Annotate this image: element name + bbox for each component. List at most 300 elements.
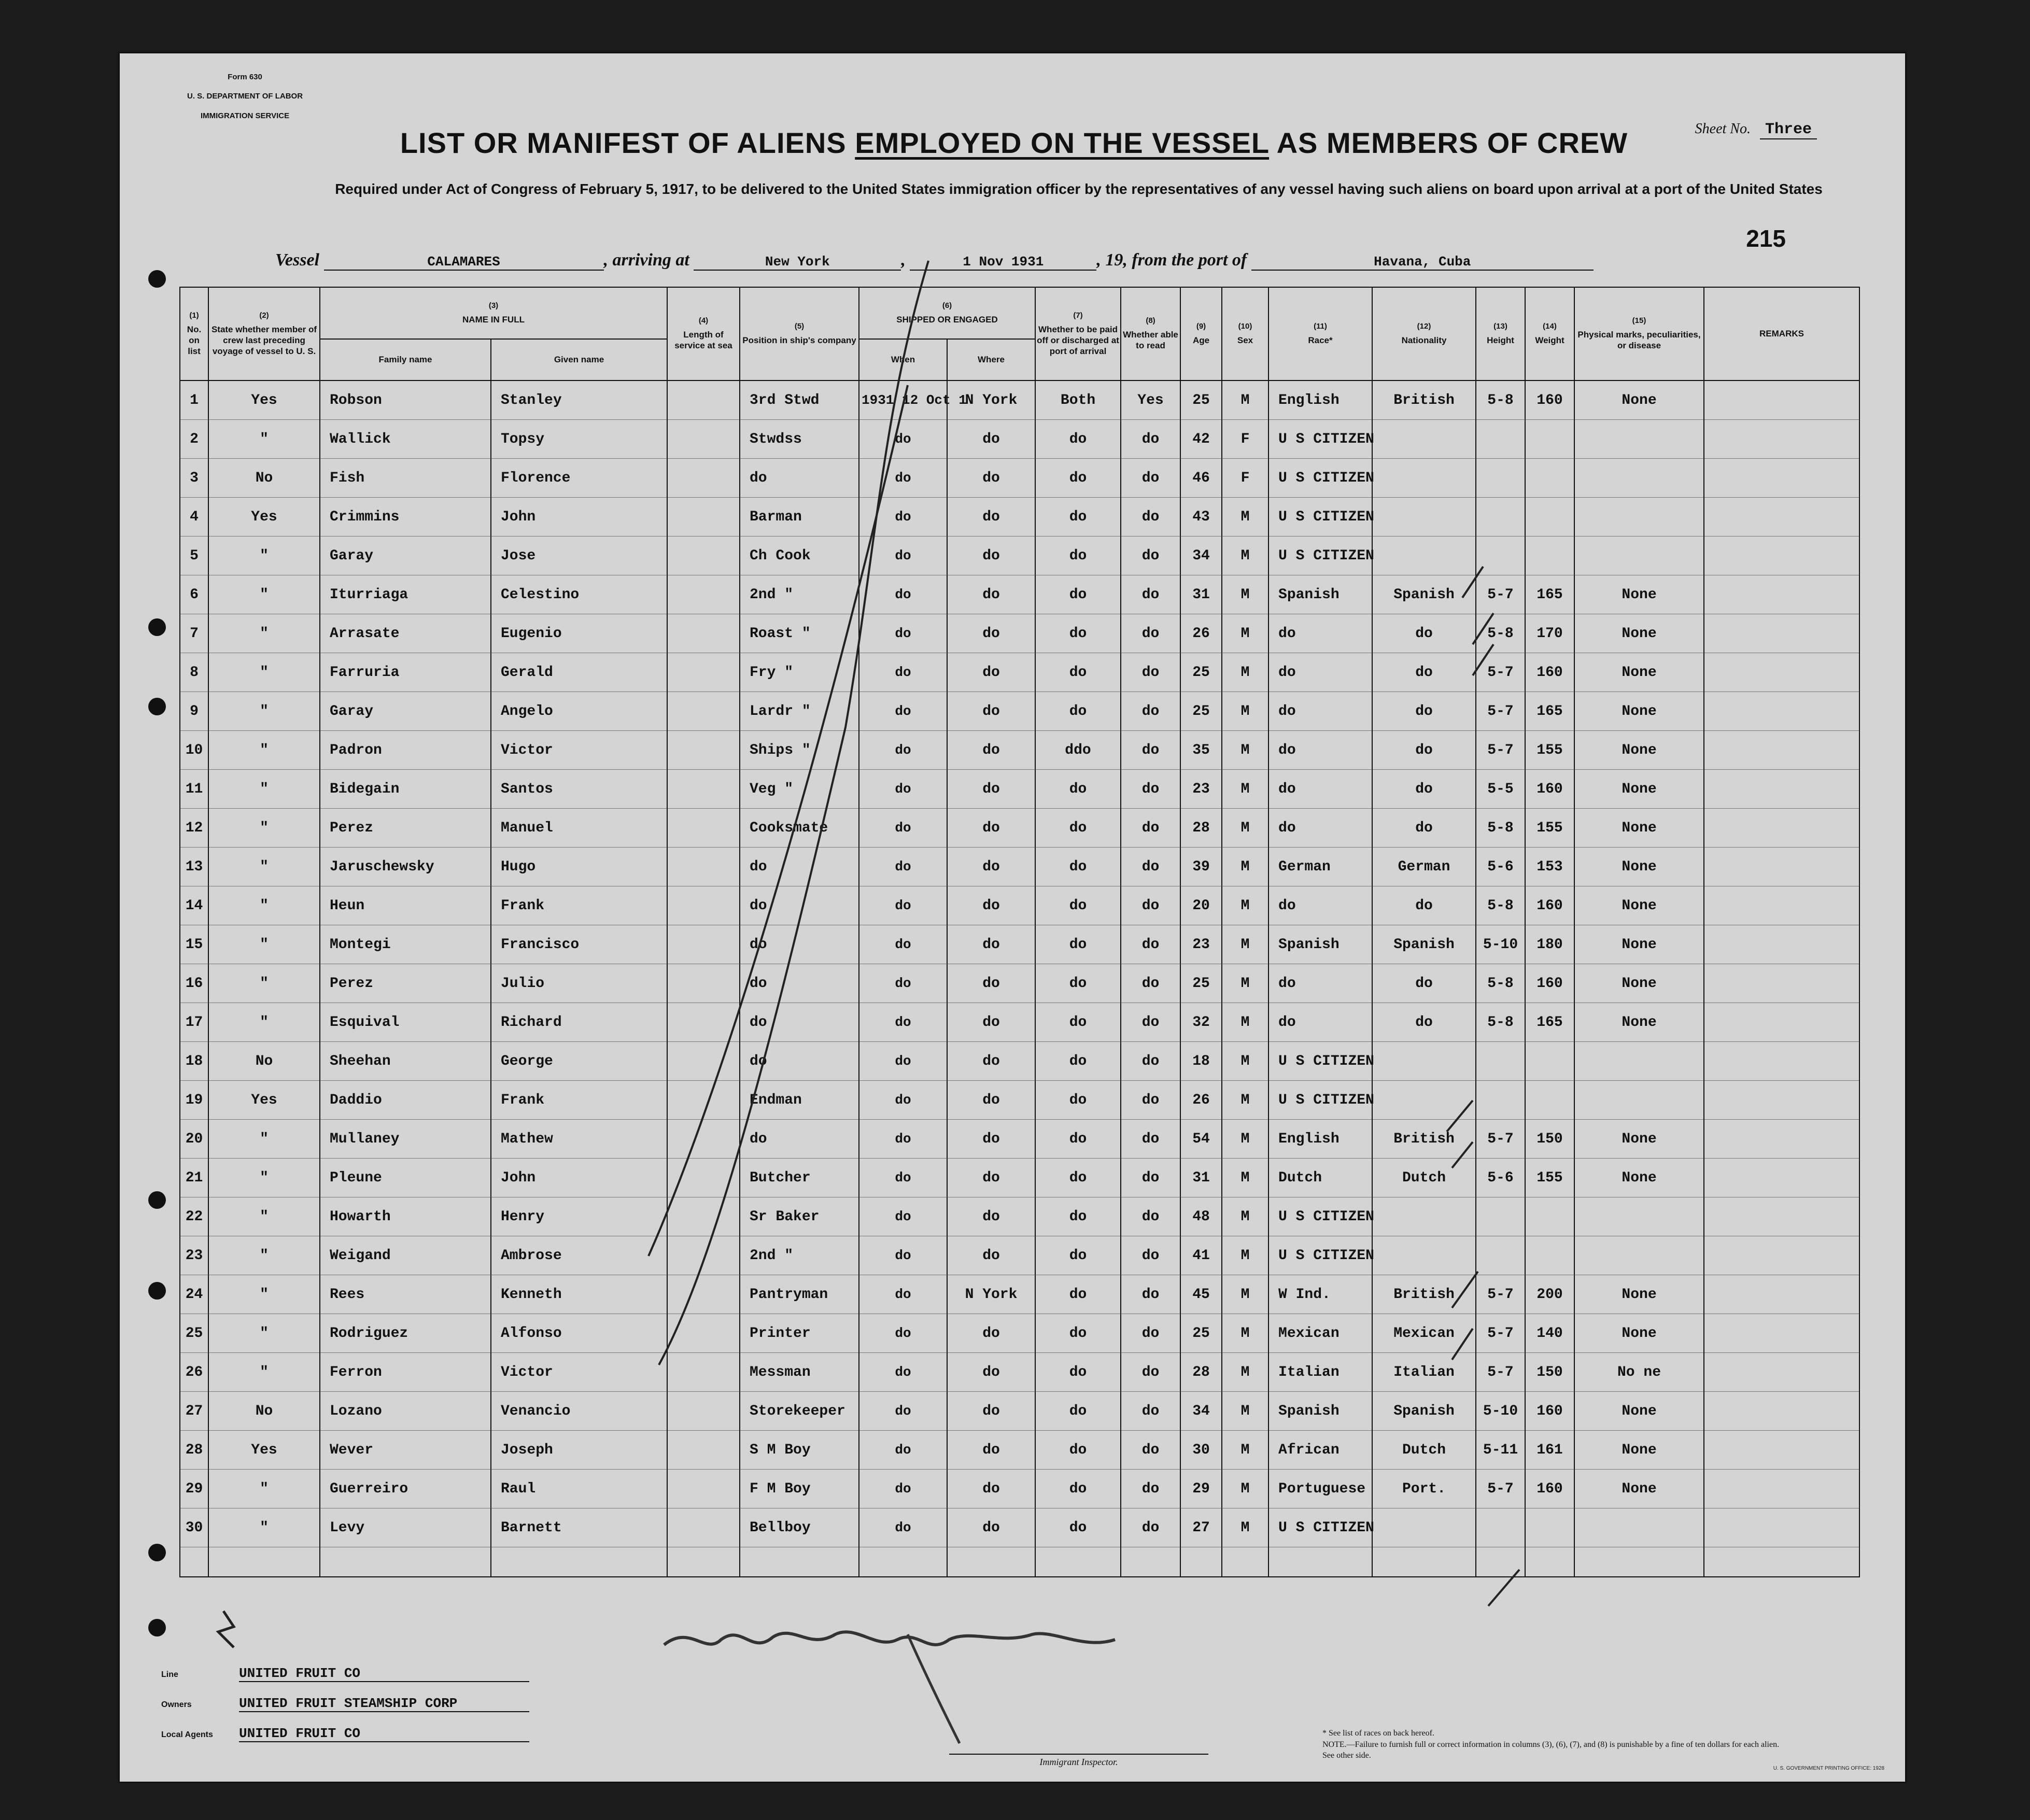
weight-cell: 150: [1525, 1120, 1574, 1159]
row-number-cell: 11: [180, 770, 208, 809]
family-name-cell: Sheehan: [320, 1042, 491, 1081]
position-cell: Lardr ": [740, 692, 859, 731]
nationality-cell: do: [1372, 964, 1476, 1003]
given-name-cell: Joseph: [491, 1431, 667, 1470]
line-label: Line: [161, 1670, 178, 1679]
height-cell: 5-7: [1476, 1275, 1525, 1314]
able-to-read-cell: do: [1121, 692, 1180, 731]
shipped-when-cell: do: [859, 1508, 947, 1547]
paid-off-cell: Both: [1035, 380, 1121, 420]
given-name-cell: Frank: [491, 886, 667, 925]
arrival-port: New York: [694, 254, 901, 271]
sex-cell: M: [1222, 848, 1268, 886]
nationality-cell: Spanish: [1372, 1392, 1476, 1431]
height-cell: 5-7: [1476, 575, 1525, 614]
shipped-when-cell: do: [859, 692, 947, 731]
weight-cell: 155: [1525, 809, 1574, 848]
able-to-read-cell: do: [1121, 925, 1180, 964]
col-header-given-name: Given name: [491, 339, 667, 380]
owners-value: UNITED FRUIT STEAMSHIP CORP: [239, 1696, 529, 1712]
sex-cell: M: [1222, 1120, 1268, 1159]
nationality-cell: Spanish: [1372, 925, 1476, 964]
shipped-where-cell: do: [947, 1197, 1035, 1236]
col-header-family-name: Family name: [320, 339, 491, 380]
last-voyage-cell: ": [208, 1159, 320, 1197]
race-cell: Italian: [1268, 1353, 1372, 1392]
family-name-cell: Weigand: [320, 1236, 491, 1275]
height-cell: 5-7: [1476, 653, 1525, 692]
family-name-cell: Jaruschewsky: [320, 848, 491, 886]
shipped-when-cell: do: [859, 614, 947, 653]
col-header-sex: (10) Sex: [1222, 287, 1268, 380]
age-cell: 34: [1180, 1392, 1222, 1431]
family-name-cell: Padron: [320, 731, 491, 770]
weight-cell: 165: [1525, 575, 1574, 614]
family-name-cell: Pleune: [320, 1159, 491, 1197]
race-cell: Mexican: [1268, 1314, 1372, 1353]
sex-cell: M: [1222, 886, 1268, 925]
owners-label: Owners: [161, 1700, 192, 1709]
shipped-when-cell: 1931 12 Oct 1: [859, 380, 947, 420]
paid-off-cell: do: [1035, 1431, 1121, 1470]
row-number-cell: 22: [180, 1197, 208, 1236]
last-voyage-cell: ": [208, 537, 320, 575]
shipped-where-cell: do: [947, 1236, 1035, 1275]
row-number-cell: 2: [180, 420, 208, 459]
given-name-cell: Kenneth: [491, 1275, 667, 1314]
sex-cell: M: [1222, 1392, 1268, 1431]
family-name-cell: Mullaney: [320, 1120, 491, 1159]
row-number-cell: 23: [180, 1236, 208, 1275]
sex-cell: M: [1222, 964, 1268, 1003]
race-cell: W Ind.: [1268, 1275, 1372, 1314]
nationality-cell: do: [1372, 731, 1476, 770]
nationality-cell: do: [1372, 1003, 1476, 1042]
paid-off-cell: do: [1035, 1081, 1121, 1120]
col-header-read: (8) Whether able to read: [1121, 287, 1180, 380]
row-number-cell: 17: [180, 1003, 208, 1042]
position-cell: do: [740, 964, 859, 1003]
page-number: 215: [1746, 225, 1786, 252]
position-cell: Ships ": [740, 731, 859, 770]
form-number: Form 630: [228, 72, 262, 81]
position-cell: Sr Baker: [740, 1197, 859, 1236]
nationality-cell: do: [1372, 692, 1476, 731]
position-cell: Ch Cook: [740, 537, 859, 575]
sex-cell: M: [1222, 1236, 1268, 1275]
departure-port: Havana, Cuba: [1251, 254, 1594, 271]
position-cell: do: [740, 1042, 859, 1081]
paid-off-cell: do: [1035, 925, 1121, 964]
row-number-cell: 18: [180, 1042, 208, 1081]
given-name-cell: Santos: [491, 770, 667, 809]
shipped-where-cell: do: [947, 1042, 1035, 1081]
paid-off-cell: do: [1035, 1236, 1121, 1275]
position-cell: do: [740, 848, 859, 886]
paid-off-cell: do: [1035, 1042, 1121, 1081]
sex-cell: M: [1222, 653, 1268, 692]
physical-marks-cell: None: [1574, 770, 1704, 809]
height-cell: 5-7: [1476, 1470, 1525, 1508]
given-name-cell: Francisco: [491, 925, 667, 964]
shipped-when-cell: do: [859, 537, 947, 575]
shipped-where-cell: do: [947, 653, 1035, 692]
shipped-where-cell: do: [947, 809, 1035, 848]
age-cell: 23: [1180, 925, 1222, 964]
last-voyage-cell: Yes: [208, 1431, 320, 1470]
check-stroke: [649, 385, 908, 1256]
paid-off-cell: do: [1035, 1392, 1121, 1431]
race-cell: Dutch: [1268, 1159, 1372, 1197]
col-header-service: (4) Length of service at sea: [667, 287, 740, 380]
sex-cell: M: [1222, 1353, 1268, 1392]
paid-off-cell: do: [1035, 614, 1121, 653]
form-service: IMMIGRATION SERVICE: [200, 111, 290, 120]
able-to-read-cell: do: [1121, 1236, 1180, 1275]
row-number-cell: 20: [180, 1120, 208, 1159]
paid-off-cell: do: [1035, 1508, 1121, 1547]
nationality-cell: do: [1372, 653, 1476, 692]
height-cell: 5-8: [1476, 1003, 1525, 1042]
race-cell: do: [1268, 614, 1372, 653]
physical-marks-cell: None: [1574, 886, 1704, 925]
race-cell: do: [1268, 770, 1372, 809]
shipped-when-cell: do: [859, 1120, 947, 1159]
last-voyage-cell: ": [208, 1003, 320, 1042]
position-cell: 2nd ": [740, 1236, 859, 1275]
nationality-cell: British: [1372, 380, 1476, 420]
paid-off-cell: do: [1035, 537, 1121, 575]
given-name-cell: Victor: [491, 1353, 667, 1392]
paid-off-cell: do: [1035, 809, 1121, 848]
able-to-read-cell: do: [1121, 1314, 1180, 1353]
handwritten-mark: [218, 1611, 234, 1647]
shipped-where-cell: N York: [947, 380, 1035, 420]
weight-cell: 200: [1525, 1275, 1574, 1314]
paid-off-cell: do: [1035, 653, 1121, 692]
physical-marks-cell: None: [1574, 925, 1704, 964]
row-number-cell: 30: [180, 1508, 208, 1547]
nationality-cell: do: [1372, 809, 1476, 848]
last-voyage-cell: ": [208, 1197, 320, 1236]
position-cell: do: [740, 1003, 859, 1042]
given-name-cell: George: [491, 1042, 667, 1081]
able-to-read-cell: do: [1121, 848, 1180, 886]
check-stroke: [1447, 1101, 1519, 1606]
able-to-read-cell: do: [1121, 420, 1180, 459]
race-cell: U S CITIZEN: [1268, 1081, 1372, 1120]
able-to-read-cell: do: [1121, 653, 1180, 692]
row-number-cell: 10: [180, 731, 208, 770]
last-voyage-cell: Yes: [208, 498, 320, 537]
col-header-weight: (14) Weight: [1525, 287, 1574, 380]
able-to-read-cell: do: [1121, 1081, 1180, 1120]
row-number-cell: 4: [180, 498, 208, 537]
age-cell: 34: [1180, 537, 1222, 575]
able-to-read-cell: do: [1121, 1003, 1180, 1042]
able-to-read-cell: do: [1121, 731, 1180, 770]
last-voyage-cell: ": [208, 692, 320, 731]
able-to-read-cell: do: [1121, 1120, 1180, 1159]
race-cell: do: [1268, 886, 1372, 925]
check-stroke: [1462, 567, 1493, 675]
age-cell: 25: [1180, 1314, 1222, 1353]
row-number-cell: 15: [180, 925, 208, 964]
race-cell: African: [1268, 1431, 1372, 1470]
able-to-read-cell: do: [1121, 498, 1180, 537]
paid-off-cell: ddo: [1035, 731, 1121, 770]
col-header-where: Where: [947, 339, 1035, 380]
weight-cell: 160: [1525, 964, 1574, 1003]
col-header-last-voyage: (2) State whether member of crew last preceding voyage of vessel to U. S.: [208, 287, 320, 380]
height-cell: 5-8: [1476, 614, 1525, 653]
able-to-read-cell: do: [1121, 770, 1180, 809]
given-name-cell: Frank: [491, 1081, 667, 1120]
sex-cell: M: [1222, 1275, 1268, 1314]
able-to-read-cell: do: [1121, 1470, 1180, 1508]
row-number-cell: 29: [180, 1470, 208, 1508]
nationality-cell: do: [1372, 770, 1476, 809]
shipped-where-cell: do: [947, 537, 1035, 575]
able-to-read-cell: do: [1121, 614, 1180, 653]
given-name-cell: Celestino: [491, 575, 667, 614]
row-number-cell: 6: [180, 575, 208, 614]
age-cell: 26: [1180, 1081, 1222, 1120]
given-name-cell: Venancio: [491, 1392, 667, 1431]
able-to-read-cell: do: [1121, 1392, 1180, 1431]
given-name-cell: Hugo: [491, 848, 667, 886]
title-part-c: AS MEMBERS OF CREW: [1269, 126, 1628, 159]
last-voyage-cell: ": [208, 575, 320, 614]
able-to-read-cell: do: [1121, 537, 1180, 575]
family-name-cell: Esquival: [320, 1003, 491, 1042]
age-cell: 28: [1180, 809, 1222, 848]
physical-marks-cell: None: [1574, 1314, 1704, 1353]
shipped-where-cell: do: [947, 575, 1035, 614]
last-voyage-cell: ": [208, 731, 320, 770]
family-name-cell: Crimmins: [320, 498, 491, 537]
able-to-read-cell: do: [1121, 1508, 1180, 1547]
nationality-cell: Mexican: [1372, 1314, 1476, 1353]
position-cell: Veg ": [740, 770, 859, 809]
paid-off-cell: do: [1035, 1003, 1121, 1042]
family-name-cell: Heun: [320, 886, 491, 925]
weight-cell: 155: [1525, 1159, 1574, 1197]
paid-off-cell: do: [1035, 420, 1121, 459]
nationality-cell: Dutch: [1372, 1159, 1476, 1197]
given-name-cell: Julio: [491, 964, 667, 1003]
race-cell: German: [1268, 848, 1372, 886]
physical-marks-cell: None: [1574, 1470, 1704, 1508]
weight-cell: 160: [1525, 380, 1574, 420]
sex-cell: M: [1222, 380, 1268, 420]
family-name-cell: Rodriguez: [320, 1314, 491, 1353]
position-cell: do: [740, 886, 859, 925]
nationality-cell: British: [1372, 1120, 1476, 1159]
age-cell: 41: [1180, 1236, 1222, 1275]
family-name-cell: Farruria: [320, 653, 491, 692]
row-number-cell: 26: [180, 1353, 208, 1392]
shipped-when-cell: do: [859, 1159, 947, 1197]
given-name-cell: Henry: [491, 1197, 667, 1236]
sex-cell: M: [1222, 1042, 1268, 1081]
position-cell: Roast ": [740, 614, 859, 653]
weight-cell: 150: [1525, 1353, 1574, 1392]
able-to-read-cell: do: [1121, 1275, 1180, 1314]
position-cell: S M Boy: [740, 1431, 859, 1470]
last-voyage-cell: ": [208, 770, 320, 809]
row-number-cell: 19: [180, 1081, 208, 1120]
physical-marks-cell: None: [1574, 809, 1704, 848]
age-cell: 26: [1180, 614, 1222, 653]
age-cell: 27: [1180, 1508, 1222, 1547]
given-name-cell: Barnett: [491, 1508, 667, 1547]
nationality-cell: German: [1372, 848, 1476, 886]
note-fine: NOTE.—Failure to furnish full or correct information in columns (3), (6), (7), and (8) is punishable by a fine of ten dollars for each alien. See other side.: [1322, 1740, 1780, 1760]
row-number-cell: 14: [180, 886, 208, 925]
shipped-when-cell: do: [859, 886, 947, 925]
given-name-cell: Richard: [491, 1003, 667, 1042]
row-number-cell: 21: [180, 1159, 208, 1197]
paid-off-cell: do: [1035, 459, 1121, 498]
shipped-when-cell: do: [859, 420, 947, 459]
paid-off-cell: do: [1035, 1159, 1121, 1197]
able-to-read-cell: do: [1121, 575, 1180, 614]
height-cell: 5-7: [1476, 1120, 1525, 1159]
manifest-sheet: [118, 52, 1907, 1783]
given-name-cell: John: [491, 1159, 667, 1197]
race-cell: U S CITIZEN: [1268, 1042, 1372, 1081]
age-cell: 46: [1180, 459, 1222, 498]
physical-marks-cell: None: [1574, 1275, 1704, 1314]
given-name-cell: Stanley: [491, 380, 667, 420]
row-number-cell: 25: [180, 1314, 208, 1353]
physical-marks-cell: None: [1574, 731, 1704, 770]
race-cell: U S CITIZEN: [1268, 420, 1372, 459]
shipped-when-cell: do: [859, 498, 947, 537]
shipped-where-cell: do: [947, 886, 1035, 925]
col-header-number: (1) No. on list: [180, 287, 208, 380]
sex-cell: M: [1222, 731, 1268, 770]
shipped-where-cell: do: [947, 692, 1035, 731]
position-cell: Barman: [740, 498, 859, 537]
height-cell: 5-7: [1476, 692, 1525, 731]
sex-cell: F: [1222, 420, 1268, 459]
paid-off-cell: do: [1035, 1314, 1121, 1353]
physical-marks-cell: None: [1574, 614, 1704, 653]
given-name-cell: John: [491, 498, 667, 537]
position-cell: 2nd ": [740, 575, 859, 614]
race-cell: U S CITIZEN: [1268, 459, 1372, 498]
vessel-line: Vessel CALAMARES , arriving at New York , 1 Nov 1931 , 19, from the port of Havana, Cuba: [275, 250, 1856, 271]
given-name-cell: Ambrose: [491, 1236, 667, 1275]
col-header-shipped: (6) SHIPPED OR ENGAGED: [859, 287, 1035, 339]
sex-cell: M: [1222, 1508, 1268, 1547]
shipped-when-cell: do: [859, 848, 947, 886]
physical-marks-cell: None: [1574, 1159, 1704, 1197]
shipped-when-cell: do: [859, 1353, 947, 1392]
shipped-when-cell: do: [859, 1392, 947, 1431]
given-name-cell: Gerald: [491, 653, 667, 692]
physical-marks-cell: No ne: [1574, 1353, 1704, 1392]
col-header-position: (5) Position in ship's company: [740, 287, 859, 380]
family-name-cell: Fish: [320, 459, 491, 498]
race-cell: English: [1268, 1120, 1372, 1159]
given-name-cell: Mathew: [491, 1120, 667, 1159]
family-name-cell: Arrasate: [320, 614, 491, 653]
last-voyage-cell: ": [208, 1314, 320, 1353]
given-name-cell: Raul: [491, 1470, 667, 1508]
sex-cell: F: [1222, 459, 1268, 498]
shipped-when-cell: do: [859, 964, 947, 1003]
last-voyage-cell: ": [208, 420, 320, 459]
subtitle: Required under Act of Congress of February 5, 1917, to be delivered to the United States immigration officer by the representatives of any vessel having such aliens on board upon arrival at a port of the United States: [335, 181, 1823, 197]
position-cell: Storekeeper: [740, 1392, 859, 1431]
shipped-when-cell: do: [859, 1042, 947, 1081]
nationality-cell: do: [1372, 614, 1476, 653]
able-to-read-cell: do: [1121, 1197, 1180, 1236]
footer-agents: [161, 1666, 529, 1756]
family-name-cell: Rees: [320, 1275, 491, 1314]
sex-cell: M: [1222, 1314, 1268, 1353]
position-cell: Endman: [740, 1081, 859, 1120]
paid-off-cell: do: [1035, 964, 1121, 1003]
position-cell: F M Boy: [740, 1470, 859, 1508]
given-name-cell: Jose: [491, 537, 667, 575]
shipped-where-cell: do: [947, 1159, 1035, 1197]
age-cell: 31: [1180, 575, 1222, 614]
height-cell: 5-7: [1476, 731, 1525, 770]
shipped-where-cell: do: [947, 964, 1035, 1003]
race-cell: do: [1268, 653, 1372, 692]
shipped-where-cell: do: [947, 1003, 1035, 1042]
col-header-height: (13) Height: [1476, 287, 1525, 380]
paid-off-cell: do: [1035, 1353, 1121, 1392]
shipped-when-cell: do: [859, 575, 947, 614]
race-cell: do: [1268, 692, 1372, 731]
able-to-read-cell: do: [1121, 1353, 1180, 1392]
year-prefix: 19: [1105, 250, 1123, 270]
nationality-cell: British: [1372, 1275, 1476, 1314]
col-header-physical: (15) Physical marks, peculiarities, or disease: [1574, 287, 1704, 380]
row-number-cell: 27: [180, 1392, 208, 1431]
given-name-cell: Eugenio: [491, 614, 667, 653]
signature-tail: [908, 1634, 960, 1743]
height-cell: 5-6: [1476, 1159, 1525, 1197]
height-cell: 5-8: [1476, 809, 1525, 848]
position-cell: do: [740, 925, 859, 964]
shipped-where-cell: do: [947, 848, 1035, 886]
last-voyage-cell: ": [208, 809, 320, 848]
col-header-nationality: (12) Nationality: [1372, 287, 1476, 380]
paid-off-cell: do: [1035, 770, 1121, 809]
sheet-label: Sheet No.: [1695, 121, 1751, 137]
family-name-cell: Lozano: [320, 1392, 491, 1431]
able-to-read-cell: do: [1121, 1159, 1180, 1197]
height-cell: 5-7: [1476, 1353, 1525, 1392]
position-cell: Cooksmate: [740, 809, 859, 848]
arriving-label: , arriving at: [603, 250, 689, 270]
row-number-cell: 1: [180, 380, 208, 420]
shipped-where-cell: do: [947, 459, 1035, 498]
physical-marks-cell: None: [1574, 692, 1704, 731]
last-voyage-cell: No: [208, 459, 320, 498]
physical-marks-cell: None: [1574, 964, 1704, 1003]
family-name-cell: Wever: [320, 1431, 491, 1470]
row-number-cell: 13: [180, 848, 208, 886]
form-dept: U. S. DEPARTMENT OF LABOR: [187, 92, 303, 101]
able-to-read-cell: do: [1121, 964, 1180, 1003]
